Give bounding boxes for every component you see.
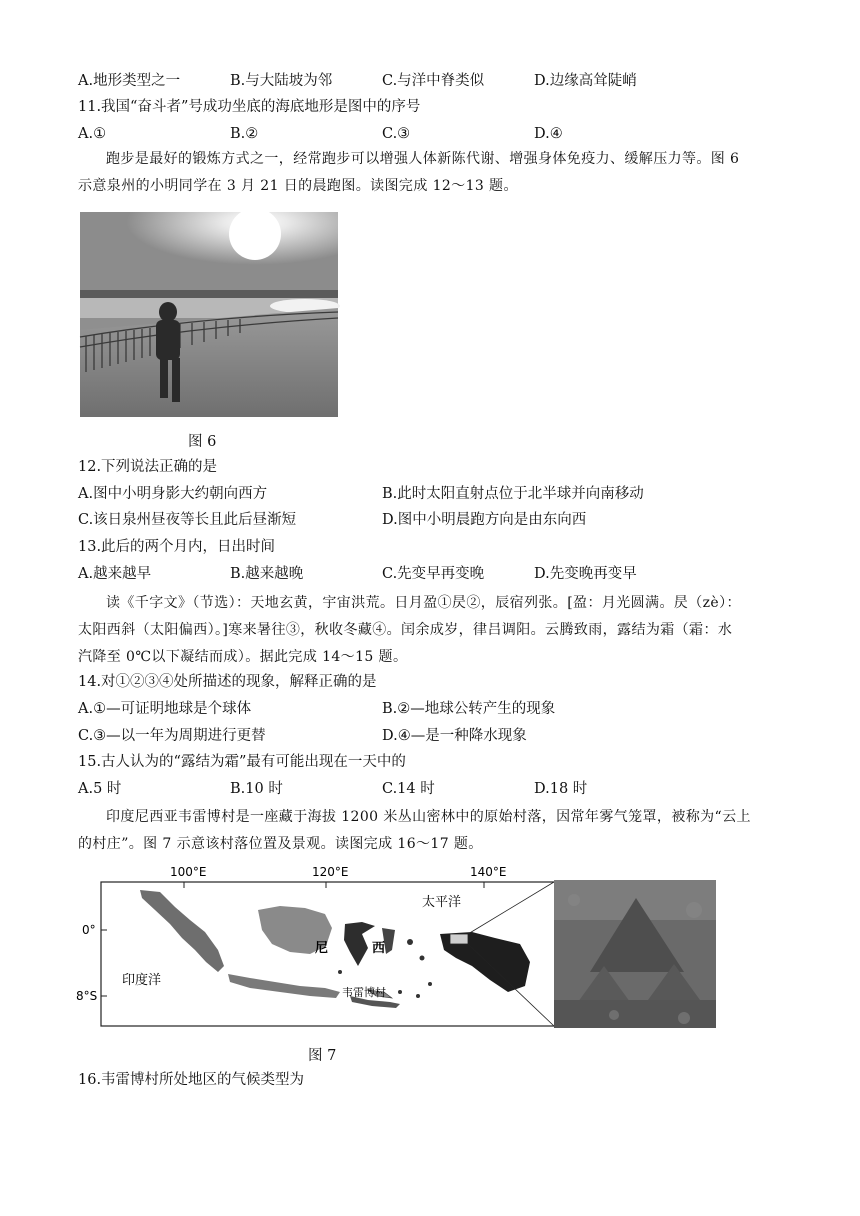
figure-7-caption: 图 7: [308, 1048, 337, 1064]
figure-6-photo: [80, 212, 338, 417]
passage-qianziwen: [78, 590, 784, 671]
map-label-village: 韦雷博村: [342, 986, 386, 999]
passage-running: [78, 146, 784, 200]
q14-stem: 14.对①②③④处所描述的现象，解释正确的是: [78, 674, 377, 690]
q11-option-c: C.③: [382, 126, 411, 142]
q10-option-c: C.与洋中脊类似: [382, 73, 485, 89]
map-lat-8s: 8°S: [76, 989, 98, 1003]
q12-stem: 12.下列说法正确的是: [78, 459, 218, 475]
q13-option-b: B.越来越晚: [230, 566, 304, 582]
q12-option-a: A.图中小明身影大约朝向西方: [78, 486, 268, 502]
map-lon-120: 120°E: [312, 865, 349, 879]
passage-wae-rebo: [78, 804, 784, 858]
q10-option-d: D.边缘高耸陡峭: [534, 73, 637, 89]
passage-running-line-1: 跑步是最好的锻炼方式之一，经常跑步可以增强人体新陈代谢、增强身体免疫力、缓解压力等。图 6: [106, 151, 740, 167]
q13-stem: 13.此后的两个月内，日出时间: [78, 539, 276, 555]
q12-option-b: B.此时太阳直射点位于北半球并向南移动: [382, 486, 644, 502]
q14-option-a: A.①—可证明地球是个球体: [78, 701, 252, 717]
q11-stem: 11.我国“奋斗者”号成功坐底的海底地形是图中的序号: [78, 99, 421, 115]
q11-option-a: A.①: [78, 126, 107, 142]
passage-qianziwen-line-3: 汽降至 0℃以下凝结而成）。据此完成 14～15 题。: [78, 649, 408, 665]
passage-running-line-2: 示意泉州的小明同学在 3 月 21 日的晨跑图。读图完成 12～13 题。: [78, 178, 518, 194]
q10-option-b: B.与大陆坡为邻: [230, 73, 333, 89]
q15-option-b: B.10 时: [230, 781, 283, 797]
q15-option-a: A.5 时: [78, 781, 122, 797]
q14-option-d: D.④—是一种降水现象: [382, 728, 527, 744]
q15-stem: 15.古人认为的“露结为霜”最有可能出现在一天中的: [78, 754, 406, 770]
q12-option-d: D.图中小明晨跑方向是由东向西: [382, 512, 587, 528]
map-label-indian-ocean: 印度洋: [122, 973, 162, 988]
map-label-ni: 尼: [315, 941, 329, 956]
map-lat-0: 0°: [82, 923, 96, 937]
q15-option-d: D.18 时: [534, 781, 588, 797]
figure-6-caption: 图 6: [188, 434, 217, 450]
map-lon-140: 140°E: [470, 865, 507, 879]
passage-qianziwen-line-2: 太阳西斜（太阳偏西）。]寒来暑往③，秋收冬藏④。闰余成岁，律吕调阳。云腾致雨，露结为霜（霜：水: [78, 622, 733, 638]
q14-option-b: B.②—地球公转产生的现象: [382, 701, 556, 717]
q10-option-a: A.地形类型之一: [78, 73, 181, 89]
q13-option-a: A.越来越早: [78, 566, 152, 582]
passage-wae-rebo-line-1: 印度尼西亚韦雷博村是一座藏于海拔 1200 米丛山密林中的原始村落，因常年雾气笼罩，被称为“云上: [106, 809, 751, 825]
map-label-pacific: 太平洋: [422, 895, 462, 910]
q11-option-b: B.②: [230, 126, 259, 142]
map-label-xi: 西: [372, 941, 386, 956]
map-lon-100: 100°E: [170, 865, 207, 879]
q13-option-c: C.先变早再变晚: [382, 566, 485, 582]
q11-option-d: D.④: [534, 126, 563, 142]
q12-option-c: C.该日泉州昼夜等长且此后昼渐短: [78, 512, 297, 528]
passage-wae-rebo-line-2: 的村庄”。图 7 示意该村落位置及景观。读图完成 16～17 题。: [78, 836, 483, 852]
passage-qianziwen-line-1: 读《千字文》（节选）：天地玄黄，宇宙洪荒。日月盈①昃②，辰宿列张。[盈：月光圆满。昃（zè）：: [106, 595, 741, 611]
figure-7-village-photo: [554, 880, 716, 1028]
q14-option-c: C.③—以一年为周期进行更替: [78, 728, 266, 744]
q13-option-d: D.先变晚再变早: [534, 566, 637, 582]
q15-option-c: C.14 时: [382, 781, 435, 797]
q16-stem: 16.韦雷博村所处地区的气候类型为: [78, 1072, 305, 1088]
